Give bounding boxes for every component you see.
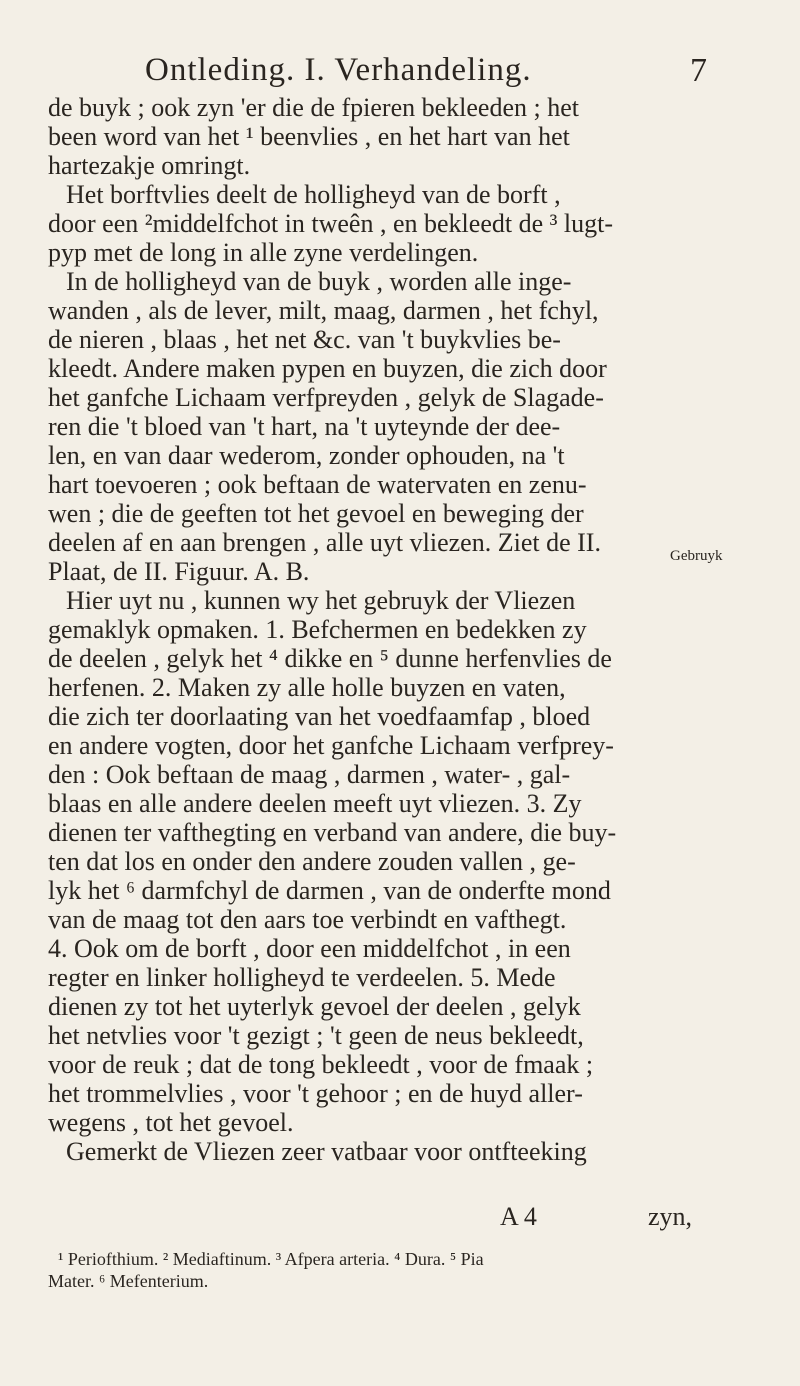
text-line: voor de reuk ; dat de tong bekleedt , voor de fmaak ; <box>48 1050 594 1079</box>
text-line: Plaat, de II. Figuur. A. B. <box>48 557 310 586</box>
text-line: pyp met de long in alle zyne verdelingen. <box>48 238 479 267</box>
text-line: dienen ter vafthegting en verband van andere, die buy- <box>48 818 617 847</box>
text-line: been word van het ¹ beenvlies , en het hart van het <box>48 122 570 151</box>
catchword: zyn, <box>648 1202 693 1231</box>
text-line: ren die 't bloed van 't hart, na 't uyteynde der dee- <box>48 412 561 441</box>
text-line: 4. Ook om de borft , door een middelfchot , in een <box>48 934 571 963</box>
text-line: de nieren , blaas , het net &c. van 't buykvlies be- <box>48 325 561 354</box>
footnote-line: Mater. ⁶ Mefenterium. <box>48 1271 209 1291</box>
text-line: Het borftvlies deelt de holligheyd van de borft , <box>66 180 561 209</box>
text-line: het ganfche Lichaam verfpreyden , gelyk de Slagade- <box>48 383 604 412</box>
text-line: dienen zy tot het uyterlyk gevoel der deelen , gelyk <box>48 992 581 1021</box>
text-line: wegens , tot het gevoel. <box>48 1108 294 1137</box>
text-line: Gemerkt de Vliezen zeer vatbaar voor ontfteeking <box>66 1137 587 1166</box>
text-line: hart toevoeren ; ook beftaan de watervaten en zenu- <box>48 470 587 499</box>
text-line: blaas en alle andere deelen meeft uyt vliezen. 3. Zy <box>48 789 582 818</box>
text-line: door een ²middelfchot in tweên , en bekleedt de ³ lugt- <box>48 209 614 238</box>
text-line: lyk het ⁶ darmfchyl de darmen , van de onderfte mond <box>48 876 611 905</box>
text-line: den : Ook beftaan de maag , darmen , water- , gal- <box>48 760 571 789</box>
text-line: de buyk ; ook zyn 'er die de fpieren bekleeden ; het <box>48 93 579 122</box>
running-header <box>0 52 800 92</box>
text-line: herfenen. 2. Maken zy alle holle buyzen en vaten, <box>48 673 566 702</box>
running-title: Ontleding. I. Verhandeling. <box>145 52 532 88</box>
text-line: de deelen , gelyk het ⁴ dikke en ⁵ dunne herfenvlies de <box>48 644 612 673</box>
text-line: wen ; die de geeften tot het gevoel en beweging der <box>48 499 584 528</box>
page-number: 7 <box>690 52 707 89</box>
margin-note: Gebruyk <box>670 548 723 564</box>
text-line: kleedt. Andere maken pypen en buyzen, die zich door <box>48 354 607 383</box>
text-line: regter en linker holligheyd te verdeelen. 5. Mede <box>48 963 556 992</box>
text-line: len, en van daar wederom, zonder ophouden, na 't <box>48 441 565 470</box>
text-line: hartezakje omringt. <box>48 151 251 180</box>
text-line: die zich ter doorlaating van het voedfaamfap , bloed <box>48 702 591 731</box>
text-line: en andere vogten, door het ganfche Lichaam verfprey- <box>48 731 614 760</box>
text-line: Hier uyt nu , kunnen wy het gebruyk der Vliezen <box>66 586 576 615</box>
text-line: wanden , als de lever, milt, maag, darmen , het fchyl, <box>48 296 599 325</box>
text-line: van de maag tot den aars toe verbindt en vafthegt. <box>48 905 567 934</box>
text-line: deelen af en aan brengen , alle uyt vliezen. Ziet de II. <box>48 528 601 557</box>
text-line: In de holligheyd van de buyk , worden alle inge- <box>66 267 572 296</box>
text-line: ten dat los en onder den andere zouden vallen , ge- <box>48 847 576 876</box>
text-line: gemaklyk opmaken. 1. Befchermen en bedekken zy <box>48 615 587 644</box>
signature-mark: A 4 <box>500 1202 537 1231</box>
text-line: het netvlies voor 't gezigt ; 't geen de neus bekleedt, <box>48 1021 584 1050</box>
footnote-line: ¹ Periofthium. ² Mediaftinum. ³ Afpera arteria. ⁴ Dura. ⁵ Pia <box>58 1249 484 1269</box>
text-line: het trommelvlies , voor 't gehoor ; en de huyd aller- <box>48 1079 583 1108</box>
